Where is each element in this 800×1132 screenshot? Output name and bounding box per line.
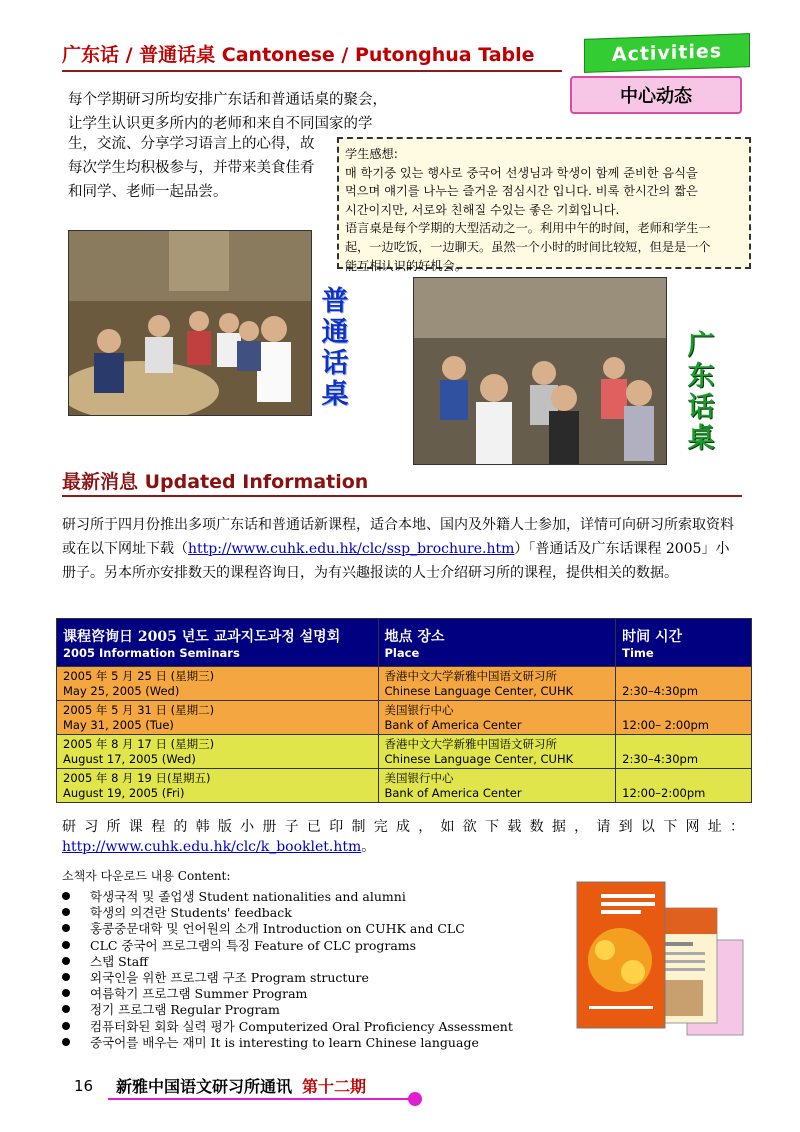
date-cn: 2005 年 5 月 31 日 (星期二) (63, 703, 215, 717)
feedback-line: 起，一边吃饭，一边聊天。虽然一个小时的时间比较短，但是是一个 (345, 239, 711, 254)
footer-rule (108, 1098, 413, 1100)
booklet-link[interactable]: http://www.cuhk.edu.hk/clc/k_booklet.htm (62, 839, 362, 855)
date-cell (57, 667, 379, 701)
information-seminars-table (56, 618, 752, 803)
paragraph-text: ）「普通话及广东话课程 2005」小册子。另本所亦安排数天的课程咨询日，为有兴趣报读的人士介绍研习所的课程，提供相关的数据。 (62, 541, 730, 581)
intro-line-1: 每个学期研习所均安排广东话和普通话桌的聚会， (68, 92, 387, 108)
label-char: 话 (321, 348, 349, 379)
intro-paragraph-top (68, 88, 448, 136)
date-cn: 2005 年 8 月 19 日(星期五) (63, 771, 211, 785)
label-char: 通 (321, 317, 349, 348)
label-char: 桌 (321, 379, 349, 410)
footer-dot-icon (408, 1092, 422, 1106)
bullet-icon (62, 941, 70, 949)
date-cn: 2005 年 5 月 25 日 (星期三) (63, 669, 215, 683)
date-en: May 25, 2005 (Wed) (63, 683, 180, 698)
newsletter-name: 新雅中国语文研习所通讯 (116, 1077, 293, 1096)
list-item-text: 학생국적 및 졸업생 Student nationalities and alumni (90, 889, 406, 904)
contents-label: 소책자 다운로드 내용 Content: (62, 869, 231, 883)
heading-rule (62, 495, 742, 497)
header-sub: Place (384, 645, 420, 660)
bullet-icon (62, 1005, 70, 1013)
list-item-text: 외국인을 위한 프로그램 구조 Program structure (90, 969, 369, 985)
bullet-icon (62, 1038, 70, 1046)
list-item (62, 970, 562, 986)
list-item-text: CLC 중국어 프로그램의 특징 Feature of CLC programs (90, 937, 417, 953)
heading-rule (62, 70, 562, 72)
time-cell: 12:00–2:00pm (616, 769, 752, 803)
feedback-line: 먹으며 얘기를 나누는 즐거운 점심시간 입니다. 비록 한시간의 짧은 (345, 184, 698, 199)
date-cell (57, 735, 379, 769)
place-en: Chinese Language Center, CUHK (384, 751, 574, 766)
feedback-line: 语言桌是每个学期的大型活动之一。利用中午的时间，老师和学生一 (345, 221, 711, 236)
place-cn: 香港中文大学新雅中国语文研习所 (384, 737, 557, 751)
place-cn: 美国银行中心 (384, 703, 454, 717)
header-main: 时间 시간 (622, 628, 683, 645)
bullet-icon (62, 973, 70, 981)
list-item (62, 1019, 562, 1035)
section-heading-updated-information: 最新消息 Updated Information (62, 471, 369, 493)
table-row (57, 735, 752, 769)
date-en: May 31, 2005 (Tue) (63, 717, 174, 732)
list-item-text: 홍콩중문대학 및 언어원의 소개 Introduction on CUHK and CLC (90, 921, 465, 937)
list-item (62, 954, 562, 970)
list-item (62, 889, 562, 905)
bullet-icon (62, 957, 70, 965)
section-heading-language-table: 广东话 / 普通话桌 Cantonese / Putonghua Table (62, 44, 535, 66)
list-item (62, 986, 562, 1002)
time-cell: 2:30–4:30pm (616, 667, 752, 701)
place-cell (378, 701, 616, 735)
header-sub: 2005 Information Seminars (63, 645, 240, 660)
list-item-text: 학생의 의견란 Students' feedback (90, 905, 292, 921)
header-seminars (57, 619, 379, 667)
feedback-title: 学生感想: (345, 147, 398, 161)
feedback-line: 매 학기중 있는 행사로 중국어 선생님과 학생이 함께 준비한 음식을 (345, 165, 698, 180)
place-cn: 香港中文大学新雅中国语文研习所 (384, 669, 557, 683)
feedback-line: 能互相认识的好机会。 (345, 258, 467, 273)
korean-booklet-paragraph (62, 817, 746, 857)
label-char: 广 (687, 330, 715, 361)
paragraph-text: 。 (361, 839, 378, 855)
list-item-text: 스탭 Staff (90, 953, 149, 969)
place-en: Bank of America Center (384, 785, 522, 800)
label-char: 普 (321, 286, 349, 317)
date-en: August 19, 2005 (Fri) (63, 785, 185, 800)
place-en: Chinese Language Center, CUHK (384, 683, 574, 698)
table-row (57, 667, 752, 701)
bullet-icon (62, 908, 70, 916)
bullet-icon (62, 1022, 70, 1030)
student-feedback-box (337, 137, 751, 273)
list-item (62, 1002, 562, 1018)
list-item-text: 정기 프로그램 Regular Program (90, 1002, 280, 1018)
date-cell (57, 769, 379, 803)
putonghua-table-photo (68, 230, 312, 416)
place-cell (378, 769, 616, 803)
table-header-row (57, 619, 752, 667)
header-place (378, 619, 616, 667)
page-number: 16 (74, 1077, 94, 1095)
newsletter-title (116, 1074, 366, 1097)
list-item (62, 905, 562, 921)
feedback-line: 시간이지만, 서로와 친해질 수있는 좋은 기회입니다. (345, 202, 620, 217)
label-char: 话 (687, 392, 715, 423)
issue-number: 第十二期 (302, 1077, 367, 1096)
header-time (616, 619, 752, 667)
time-cell: 12:00– 2:00pm (616, 701, 752, 735)
paragraph-text: 研习所于四月份推出多项广东话和普通话新课程，适合本地、国内及外籍人士参加，详情可向研习所索取资料或在以下网址下载（ (62, 517, 734, 557)
header-main: 地点 장소 (384, 628, 445, 645)
date-cn: 2005 年 8 月 17 日 (星期三) (63, 737, 215, 751)
place-cell (378, 735, 616, 769)
date-cell (57, 701, 379, 735)
center-news-tag: 中心动态 (570, 76, 742, 114)
bullet-icon (62, 892, 70, 900)
contents-list (62, 889, 562, 1051)
place-cell (378, 667, 616, 701)
intro-paragraph-rest: 生，交流、分享学习语言上的心得，故每次学生均积极参与，并带来美食佳肴和同学、老师一起品尝。 (68, 136, 315, 200)
cantonese-table-label (684, 330, 718, 454)
table-row (57, 769, 752, 803)
brochure-link[interactable]: http://www.cuhk.edu.hk/clc/ssp_brochure.htm (188, 541, 515, 557)
header-sub: Time (622, 645, 654, 660)
list-item-text: 컴퓨터화된 회화 실력 평가 Computerized Oral Proficiency Assessment (90, 1018, 513, 1034)
place-en: Bank of America Center (384, 717, 522, 732)
putonghua-table-label (318, 286, 352, 410)
updated-info-paragraph (62, 513, 742, 585)
label-char: 东 (687, 361, 715, 392)
place-cn: 美国银行中心 (384, 771, 454, 785)
paragraph-text: 研习所课程的韩版小册子已印制完成，如欲下载数据，请到以下网址： (62, 819, 746, 835)
activities-tab: Activities (584, 33, 750, 73)
list-item-text: 중국어를 배우는 재미 It is interesting to learn Chinese language (90, 1034, 479, 1050)
header-main: 课程咨询日 2005 년도 교과지도과정 설명회 (63, 628, 341, 645)
list-item (62, 921, 562, 937)
time-cell: 2:30–4:30pm (616, 735, 752, 769)
list-item (62, 938, 562, 954)
booklet-thumbnails (575, 880, 745, 1040)
list-item (62, 1035, 562, 1051)
cantonese-table-photo (413, 277, 667, 465)
bullet-icon (62, 989, 70, 997)
list-item-text: 여름학기 프로그램 Summer Program (90, 986, 308, 1002)
intro-line-2: 让学生认识更多所内的老师和来自不同国家的学 (68, 116, 373, 132)
label-char: 桌 (687, 423, 715, 454)
table-row (57, 701, 752, 735)
date-en: August 17, 2005 (Wed) (63, 751, 196, 766)
bullet-icon (62, 924, 70, 932)
